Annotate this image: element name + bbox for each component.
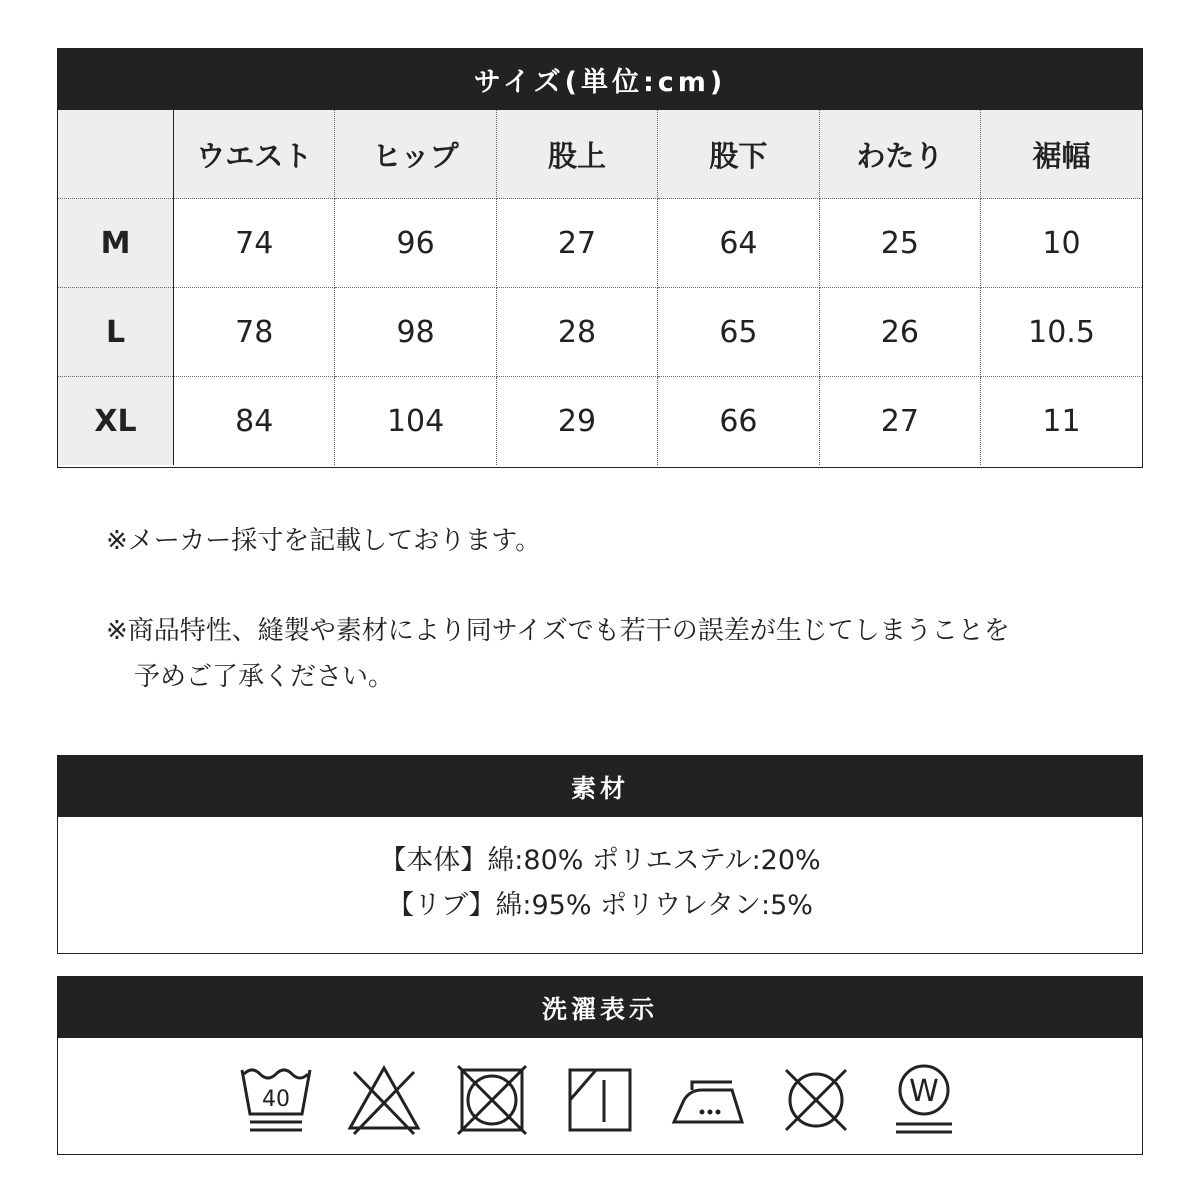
size-table (58, 110, 1142, 465)
table-cell: 26 (819, 288, 980, 377)
wet-clean-gentle-icon (886, 1062, 962, 1138)
header-cell-hem: 裾幅 (981, 110, 1142, 199)
no-dry-clean-icon (778, 1062, 854, 1138)
note-measurement: ※メーカー採寸を記載しております。 (106, 526, 542, 556)
table-row (58, 199, 1142, 288)
no-tumble-dry-icon (454, 1062, 530, 1138)
header-cell-rise: 股上 (496, 110, 657, 199)
table-cell: 10.5 (981, 288, 1142, 377)
material-line-body: 【本体】綿:80% ポリエステル:20% (379, 845, 821, 876)
wash-40-gentle-icon (238, 1062, 314, 1138)
material-title: 素材 (58, 756, 1142, 817)
table-cell: 65 (658, 288, 819, 377)
care-box (57, 976, 1143, 1155)
table-cell: 104 (335, 377, 496, 466)
table-cell: 74 (174, 199, 335, 288)
size-table-box (57, 48, 1143, 468)
size-table-header-row (58, 110, 1142, 199)
size-label: XL (58, 377, 174, 466)
wash-temp-label: 40 (262, 1087, 290, 1112)
material-box (57, 755, 1143, 954)
table-cell: 78 (174, 288, 335, 377)
size-label: L (58, 288, 174, 377)
table-row (58, 288, 1142, 377)
note-tolerance-line2: 予めご了承ください。 (134, 662, 395, 692)
note-tolerance (106, 608, 1010, 700)
table-cell: 27 (496, 199, 657, 288)
iron-low-icon (670, 1062, 746, 1138)
care-title: 洗濯表示 (58, 977, 1142, 1038)
note-tolerance-line1: ※商品特性、縫製や素材により同サイズでも若干の誤差が生じてしまうことを (106, 616, 1010, 646)
header-cell-blank (58, 110, 174, 199)
table-cell: 11 (1042, 403, 1081, 439)
size-label: M (58, 199, 174, 288)
material-body (58, 817, 1142, 928)
table-cell: 10 (981, 199, 1142, 288)
line-dry-icon (562, 1062, 638, 1138)
header-cell-thigh: わたり (819, 110, 980, 199)
table-cell: 96 (335, 199, 496, 288)
header-cell-hip: ヒップ (335, 110, 496, 199)
size-table-title: サイズ(単位:cm) (58, 49, 1142, 110)
wet-clean-letter: W (909, 1074, 939, 1109)
table-row (58, 377, 1142, 466)
material-line-rib: 【リブ】綿:95% ポリウレタン:5% (387, 890, 813, 921)
table-cell: 29 (496, 377, 657, 466)
care-icons-row (58, 1038, 1142, 1138)
table-cell: 64 (658, 199, 819, 288)
table-cell: 25 (819, 199, 980, 288)
table-cell: 27 (819, 377, 980, 466)
table-cell: 98 (335, 288, 496, 377)
header-cell-inseam: 股下 (658, 110, 819, 199)
table-cell: 28 (496, 288, 657, 377)
header-cell-waist: ウエスト (174, 110, 335, 199)
table-cell: 66 (658, 377, 819, 466)
table-cell: 84 (174, 377, 335, 466)
no-bleach-icon (346, 1062, 422, 1138)
